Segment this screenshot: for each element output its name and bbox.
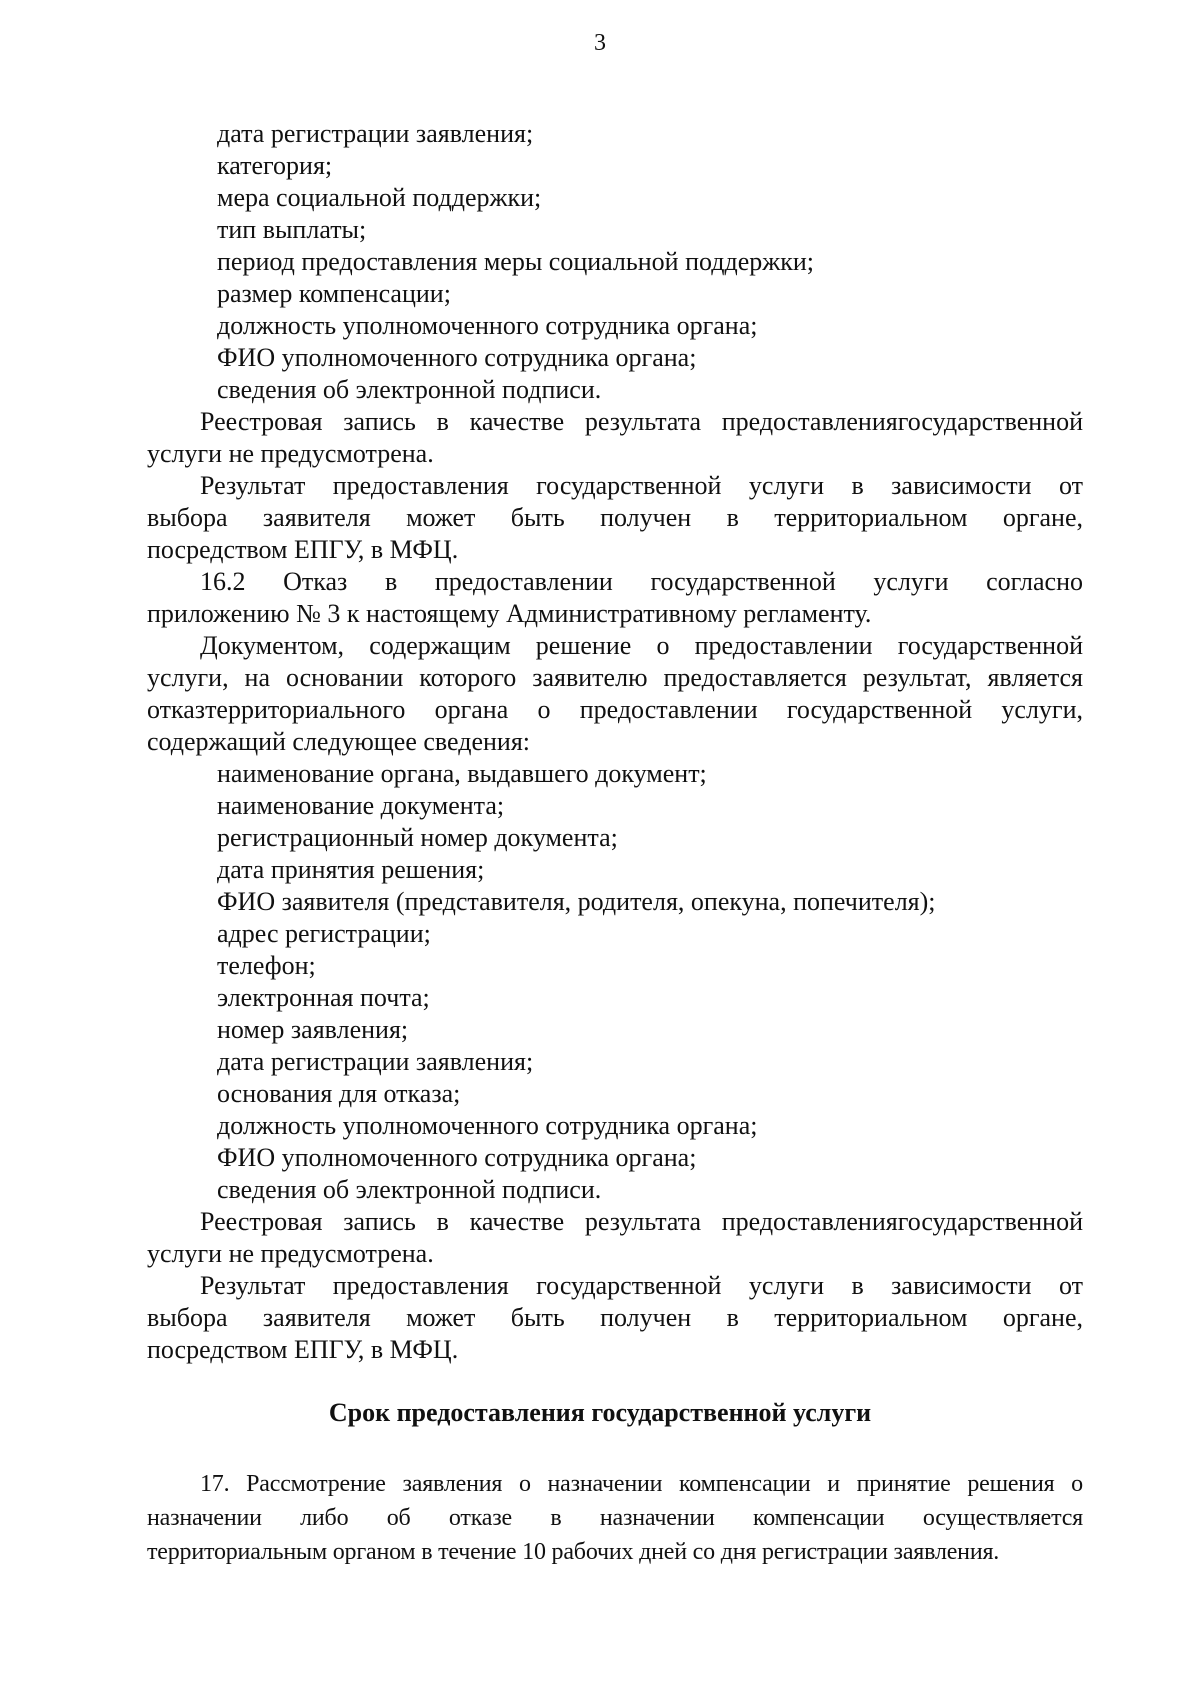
list-item: дата регистрации заявления; [217,1047,534,1076]
list-item: сведения об электронной подписи. [217,1175,602,1204]
paragraph-line: посредством ЕПГУ, в МФЦ. [147,535,459,564]
paragraph-line: Результат предоставления государственной услуги в зависимости от [200,1271,1083,1300]
list-item: телефон; [217,951,316,980]
paragraph-line: назначении либо об отказе в назначении компенсации осуществляется [147,1505,1083,1531]
paragraph-line: Результат предоставления государственной услуги в зависимости от [200,471,1083,500]
list-item: ФИО уполномоченного сотрудника органа; [217,1143,697,1172]
paragraph-line: отказтерриториального органа о предоставлении государственной услуги, [147,695,1083,724]
page-number: 3 [594,30,606,56]
list-item: ФИО заявителя (представителя, родителя, опекуна, попечителя); [217,887,936,916]
list-item: дата принятия решения; [217,855,485,884]
paragraph-line: Документом, содержащим решение о предоставлении государственной [200,631,1083,660]
paragraph-line: содержащий следующее сведения: [147,727,531,756]
paragraph-line: 16.2 Отказ в предоставлении государственной услуги согласно [200,567,1083,596]
list-item: регистрационный номер документа; [217,823,618,852]
list-item: мера социальной поддержки; [217,183,542,212]
list-item: должность уполномоченного сотрудника органа; [217,1111,758,1140]
paragraph-line: услуги, на основании которого заявителю предоставляется результат, является [147,663,1083,692]
list-item: электронная почта; [217,983,430,1012]
section-heading: Срок предоставления государственной услуги [328,1398,872,1427]
list-item: дата регистрации заявления; [217,119,534,148]
list-item: номер заявления; [217,1015,409,1044]
paragraph-line: услуги не предусмотрена. [147,439,434,468]
paragraph-line: выбора заявителя может быть получен в территориальном органе, [147,503,1083,532]
list-item: размер компенсации; [217,279,451,308]
list-item: должность уполномоченного сотрудника органа; [217,311,758,340]
list-item: адрес регистрации; [217,919,431,948]
paragraph-line: выбора заявителя может быть получен в территориальном органе, [147,1303,1083,1332]
paragraph-line: 17. Рассмотрение заявления о назначении компенсации и принятие решения о [200,1471,1083,1497]
paragraph-line: посредством ЕПГУ, в МФЦ. [147,1335,459,1364]
paragraph-line: территориальным органом в течение 10 рабочих дней со дня регистрации заявления. [147,1539,1000,1565]
paragraph-line: услуги не предусмотрена. [147,1239,434,1268]
list-item: наименование органа, выдавшего документ; [217,759,707,788]
paragraph-line: приложению № 3 к настоящему Административному регламенту. [147,599,872,628]
paragraph-line: Реестровая запись в качестве результата предоставлениягосударственной [200,407,1083,436]
list-item: тип выплаты; [217,215,367,244]
paragraph-line: Реестровая запись в качестве результата предоставлениягосударственной [200,1207,1083,1236]
list-item: сведения об электронной подписи. [217,375,602,404]
list-item: наименование документа; [217,791,505,820]
list-item: ФИО уполномоченного сотрудника органа; [217,343,697,372]
list-item: основания для отказа; [217,1079,461,1108]
list-item: категория; [217,151,333,180]
list-item: период предоставления меры социальной поддержки; [217,247,814,276]
